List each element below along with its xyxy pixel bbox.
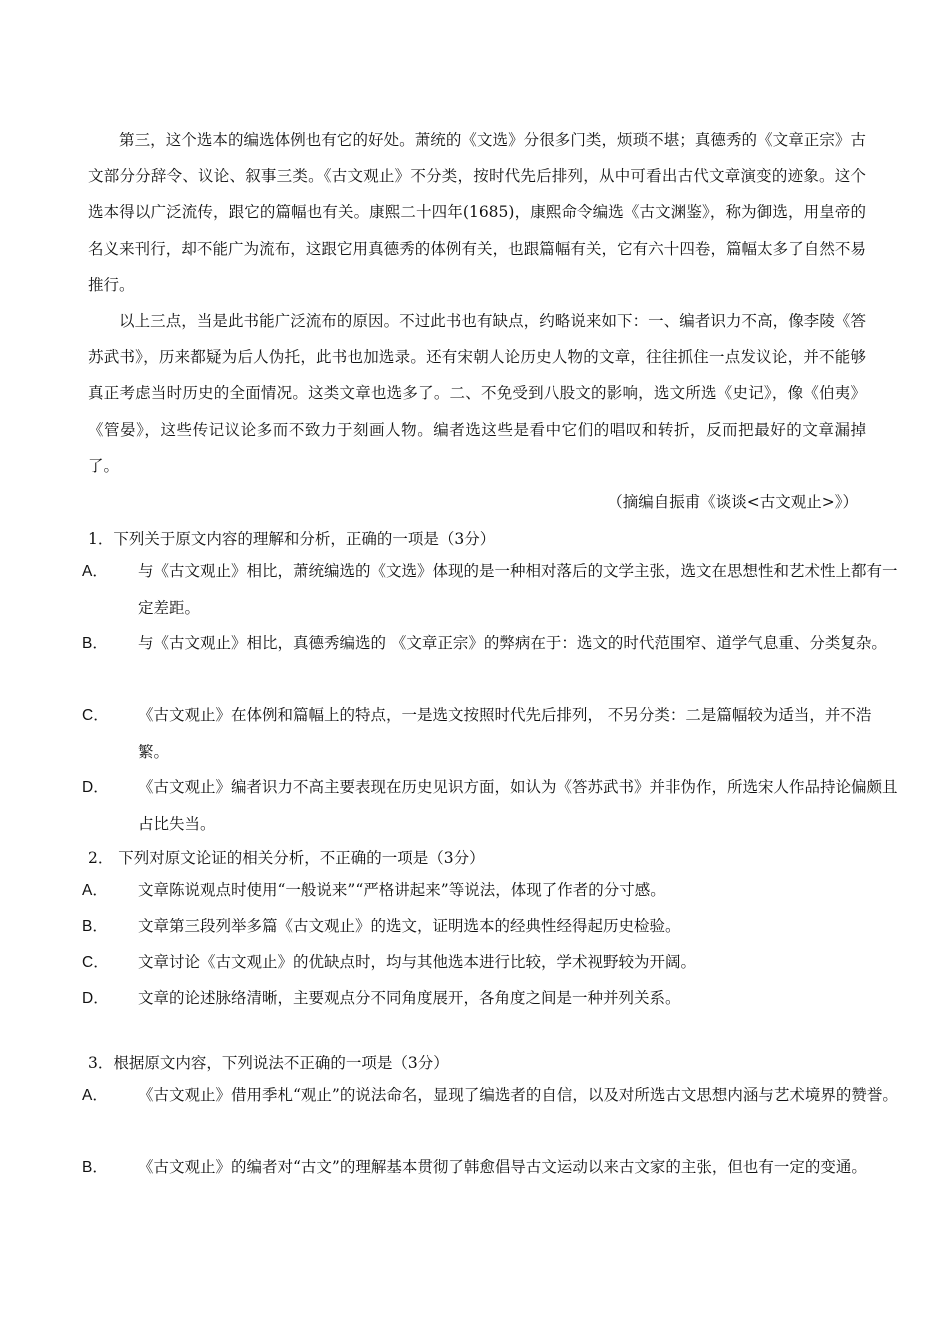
option-text: 《古文观止》编者识力不高主要表现在历史见识方面，如认为《答苏武书》并非伪作，所选宋人作品持论偏颇且占比失当。 [138, 778, 898, 833]
option-label: C． [82, 954, 109, 971]
passage-paragraph-1: 第三，这个选本的编选体例也有它的好处。萧统的《文选》分很多门类，烦琐不堪；真德秀的《文章正宗》古文部分分辞令、议论、叙事三类。《古文观止》不分类，按时代先后排列，从中可看出古代文章演变的迹象。这个选本得以广泛流传，跟它的篇幅也有关。康熙二十四年(1685)，康熙命令编选《古文渊鉴》，称为御选，用皇帝的名义来刊行，却不能广为流布，这跟它用真德秀的体例有关，也跟篇幅有关，它有六十四卷，篇幅太多了自然不易推行。 [88, 131, 866, 294]
question-1-option-d [82, 769, 902, 842]
option-label: A． [82, 1087, 108, 1104]
question-3-stem: 3．根据原文内容，下列说法不正确的一项是（3分） [88, 1054, 449, 1072]
option-text: 《古文观止》借用季札“观止”的说法命名，显现了编选者的自信，以及对所选古文思想内涵与艺术境界的赞誉。 [138, 1086, 898, 1104]
option-text: 文章第三段列举多篇《古文观止》的选文，证明选本的经典性经得起历史检验。 [138, 917, 681, 935]
option-label: B． [82, 1159, 108, 1176]
question-1-option-a [82, 553, 902, 626]
passage-source-citation: （摘编自振甫《谈谈<古文观止>》） [607, 493, 858, 511]
option-text: 文章陈说观点时使用“一般说来”“严格讲起来”等说法，体现了作者的分寸感。 [138, 881, 666, 899]
question-3-option-a [82, 1077, 902, 1114]
question-2-stem: 2． 下列对原文论证的相关分析，不正确的一项是（3分） [88, 849, 485, 867]
option-label: A． [82, 563, 108, 580]
option-text: 文章讨论《古文观止》的优缺点时，均与其他选本进行比较，学术视野较为开阔。 [138, 953, 697, 971]
question-2-option-b [82, 908, 902, 945]
option-text: 与《古文观止》相比，萧统编选的《文选》体现的是一种相对落后的文学主张，选文在思想性和艺术性上都有一定差距。 [138, 562, 898, 617]
option-text: 与《古文观止》相比，真德秀编选的 《文章正宗》的弊病在于：选文的时代范围窄、道学气息重、分类复杂。 [138, 634, 887, 652]
option-text: 《古文观止》的编者对“古文”的理解基本贯彻了韩愈倡导古文运动以来古文家的主张，但也有一定的变通。 [138, 1158, 867, 1176]
option-text: 文章的论述脉络清晰，主要观点分不同角度展开，各角度之间是一种并列关系。 [138, 989, 681, 1007]
option-label: D． [82, 779, 109, 796]
question-2-option-d [82, 980, 902, 1017]
question-2-option-c [82, 944, 902, 981]
option-label: B． [82, 635, 108, 652]
question-1-option-c [82, 697, 902, 770]
option-label: A． [82, 882, 108, 899]
question-1-stem: 1．下列关于原文内容的理解和分析，正确的一项是（3分） [88, 530, 496, 548]
question-1-option-b [82, 625, 902, 662]
option-label: D． [82, 990, 109, 1007]
question-2-option-a [82, 872, 902, 909]
option-label: B． [82, 918, 108, 935]
option-label: C． [82, 707, 109, 724]
question-3-option-b [82, 1149, 902, 1186]
passage-paragraph-2: 以上三点，当是此书能广泛流布的原因。不过此书也有缺点，约略说来如下：一、编者识力不高，像李陵《答苏武书》，历来都疑为后人伪托，此书也加选录。还有宋朝人论历史人物的文章，往往抓住一点发议论，并不能够真正考虑当时历史的全面情况。这类文章也选多了。二、不免受到八股文的影响，选文所选《史记》，像《伯夷》《管晏》，这些传记议论多而不致力于刻画人物。编者选这些是看中它们的唱叹和转折，反而把最好的文章漏掉了。 [88, 312, 866, 475]
option-text: 《古文观止》在体例和篇幅上的特点，一是选文按照时代先后排列， 不另分类：二是篇幅较为适当，并不浩繁。 [138, 706, 872, 761]
